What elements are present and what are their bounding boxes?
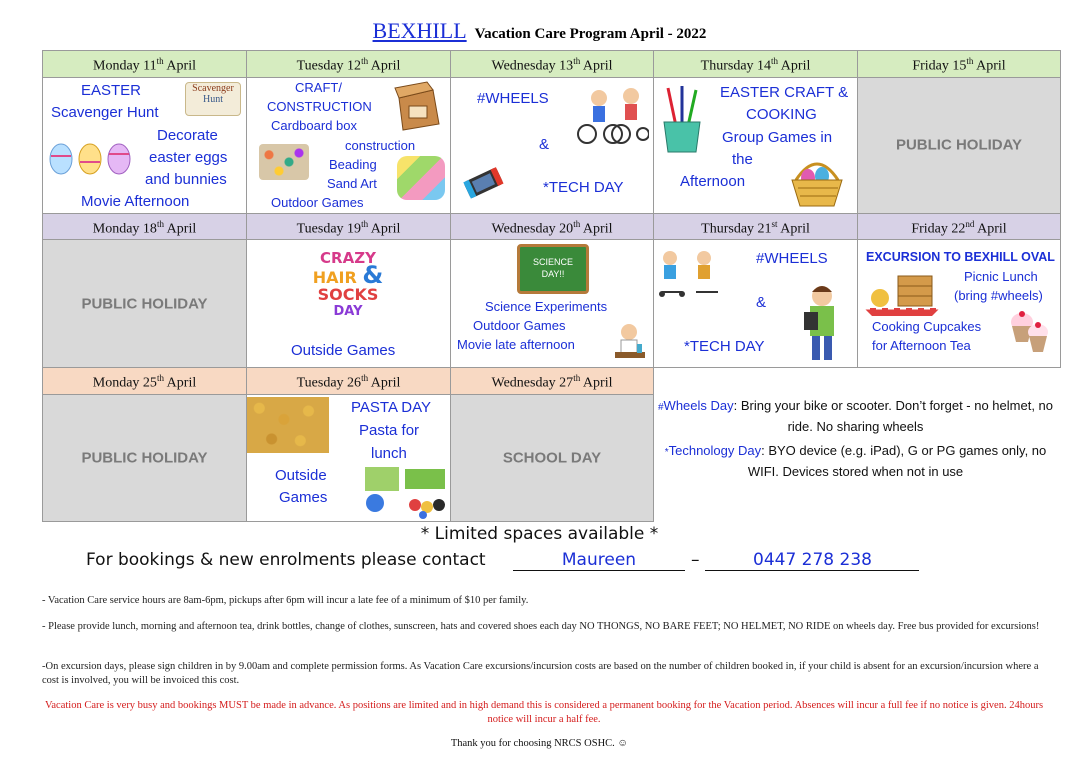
activity-group-games: Group Games in (722, 128, 833, 146)
thank-you-note: Thank you for choosing NRCS OSHC. ☺ (450, 738, 629, 749)
activity-easter: EASTER (81, 81, 142, 99)
note-excursion-days: -On excursion days, please sign children in by 9.00am and complete permission forms. As Vacation Care excursions/incursion costs are based on the number of children booked in, if your child is absent for an excursion/incursion where a cost is involved, you will be invoiced this cost. (42, 661, 1039, 686)
cell-tue12 (247, 77, 451, 213)
activity-tech-day: *TECH DAY (684, 338, 765, 356)
activity-cooking: COOKING (746, 105, 817, 123)
scientist-icon (609, 322, 649, 362)
activity-outside-games: Outside Games (291, 342, 396, 360)
header-mon25: Monday 25th April (43, 368, 247, 395)
header-fri15: Friday 15th April (858, 51, 1061, 78)
note-what-to-bring: - Please provide lunch, morning and afternoon tea, drink bottles, change of clothes, sunscreen, hats and covered shoes each day NO THONGS, NO BARE FEET; NO HELMET, NO RIDE on wheels day. Free bus provided for excursions! (42, 621, 1040, 632)
contact-dash: – (690, 550, 700, 570)
location-title: BEXHILL (372, 18, 467, 43)
activity-movie-late-afternoon: Movie late afternoon (457, 337, 575, 353)
game-console-icon (461, 160, 505, 204)
cell-thu21 (654, 240, 858, 368)
header-fri22: Friday 22nd April (858, 213, 1061, 240)
technology-day-info: *Technology Day: BYO device (e.g. iPad), G or PG games only, no WIFI. Devices stored when not in use (664, 443, 1047, 479)
cell-wed20 (451, 240, 654, 368)
header-mon11: Monday 11th April (43, 51, 247, 78)
contact-phone[interactable]: 0447 278 238 (705, 550, 919, 571)
activity-afternoon-tea: for Afternoon Tea (872, 338, 971, 354)
contact-label: For bookings & new enrolments please contact (86, 550, 486, 570)
activity-outside: Outside (275, 466, 327, 484)
info-panel (652, 396, 1059, 481)
cell-wed13 (451, 77, 654, 213)
picnic-basket-icon (862, 268, 942, 318)
school-day-label: SCHOOL DAY (502, 449, 602, 467)
cell-tue19 (247, 240, 451, 368)
cell-mon25 (43, 394, 247, 521)
activity-games: Games (279, 488, 328, 506)
activity-wheels: #WHEELS (477, 89, 549, 107)
easter-eggs-icon (47, 142, 133, 176)
sand-art-image (397, 156, 445, 200)
science-day-board: SCIENCE DAY!! (517, 244, 589, 294)
paintbrushes-icon (656, 86, 708, 154)
activity-the: the (732, 150, 753, 168)
header-wed13: Wednesday 13th April (451, 51, 654, 78)
activity-movie-afternoon: Movie Afternoon (81, 192, 190, 210)
cell-mon11 (43, 77, 247, 213)
activity-scavenger-hunt: Scavenger Hunt (51, 103, 159, 121)
header-thu14: Thursday 14th April (654, 51, 858, 78)
activity-excursion: EXCURSION TO BEXHILL OVAL (866, 250, 1055, 265)
activity-ampersand: & (539, 135, 550, 153)
activity-decorate: Decorate (157, 126, 218, 144)
program-title: Vacation Care Program April - 2022 (474, 26, 707, 42)
wheels-day-info: #Wheels Day: Bring your bike or scooter. Don’t forget - no helmet, no ride. No sharing wheels (657, 398, 1054, 434)
note-bookings-policy: Vacation Care is very busy and bookings MUST be made in advance. As positions are limited and in high demand this is considered a permanent booking for the Vacation period. Absences will incur a full fee if no notice is given. 24hours notice will incur a half fee. (44, 700, 1044, 725)
header-tue12: Tuesday 12th April (247, 51, 451, 78)
activity-construction: CONSTRUCTION (267, 98, 372, 114)
activity-outdoor-games: Outdoor Games (473, 318, 566, 334)
activity-beading: Beading (329, 156, 377, 172)
cell-thu14 (654, 77, 858, 213)
crazy-hair-socks-art: CRAZY HAIR & SOCKS DAY (312, 249, 384, 320)
activity-ampersand: & (756, 294, 767, 312)
activity-easter-craft: EASTER CRAFT & (720, 83, 849, 101)
activity-sand-art: Sand Art (327, 175, 377, 191)
cell-tue26 (247, 394, 451, 521)
booking-contact (86, 550, 919, 571)
beads-image (259, 144, 309, 180)
kids-scooters-icon (658, 248, 722, 298)
activity-bunnies: and bunnies (145, 170, 227, 188)
scavenger-hunt-logo: Scavenger Hunt (185, 82, 241, 116)
easter-basket-icon (788, 152, 846, 210)
pasta-image (247, 397, 329, 453)
kids-bikes-icon (577, 84, 649, 146)
header-wed27: Wednesday 27th April (451, 368, 654, 395)
cell-fri22 (858, 240, 1061, 368)
header-mon18: Monday 18th April (43, 213, 247, 240)
activity-pasta-lunch: Pasta for (359, 421, 420, 439)
activity-easter-eggs: easter eggs (149, 148, 228, 166)
public-holiday-label: PUBLIC HOLIDAY (81, 295, 208, 313)
kid-tablet-icon (800, 284, 844, 364)
activity-tech-day: *TECH DAY (543, 178, 624, 196)
cell-wed27 (451, 394, 654, 521)
page-title (0, 18, 1079, 44)
public-holiday-label: PUBLIC HOLIDAY (81, 449, 208, 467)
activity-science-experiments: Science Experiments (485, 299, 608, 315)
activity-construction-2: construction (345, 137, 416, 153)
note-service-hours: - Vacation Care service hours are 8am-6pm, pickups after 6pm will incur a late fee of a minimum of $10 per family. (42, 595, 529, 606)
activity-wheels: #WHEELS (756, 250, 828, 268)
cell-fri15 (858, 77, 1061, 213)
activity-outdoor-games: Outdoor Games (271, 194, 364, 210)
outdoor-games-icon (365, 467, 449, 519)
header-tue19: Tuesday 19th April (247, 213, 451, 240)
activity-bring-wheels: (bring #wheels) (954, 288, 1043, 304)
activity-craft: CRAFT/ (295, 79, 342, 95)
cardboard-box-icon (393, 80, 443, 132)
cupcakes-icon (1008, 310, 1050, 354)
activity-cooking-cupcakes: Cooking Cupcakes (872, 319, 982, 335)
activity-cardboard-box: Cardboard box (271, 117, 357, 133)
activity-lunch: lunch (371, 444, 407, 462)
header-tue26: Tuesday 26th April (247, 368, 451, 395)
limited-spaces-notice: * Limited spaces available * (420, 524, 659, 544)
activity-picnic-lunch: Picnic Lunch (964, 269, 1038, 285)
contact-name: Maureen (513, 550, 685, 571)
activity-pasta-day: PASTA DAY (351, 398, 432, 416)
activity-afternoon: Afternoon (680, 172, 746, 190)
cell-mon18 (43, 240, 247, 368)
public-holiday-label: PUBLIC HOLIDAY (895, 136, 1023, 154)
header-wed20: Wednesday 20th April (451, 213, 654, 240)
header-thu21: Thursday 21st April (654, 213, 858, 240)
